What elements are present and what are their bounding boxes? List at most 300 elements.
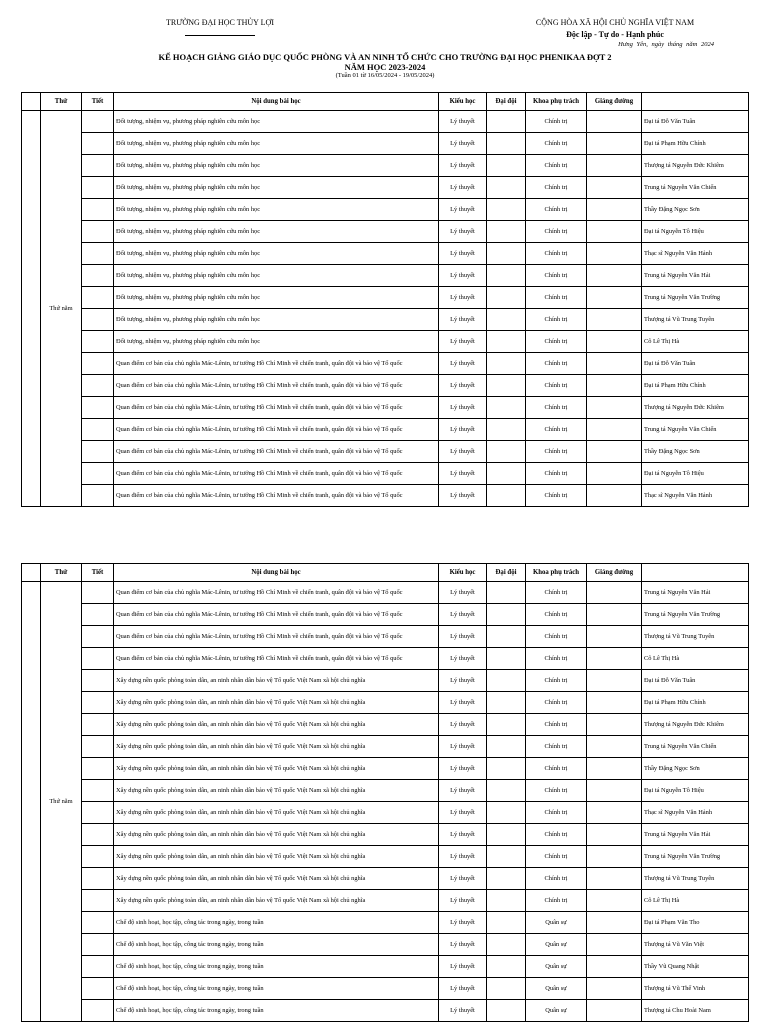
department-cell: Chính trị — [526, 111, 587, 133]
company-cell — [487, 155, 526, 177]
company-cell — [487, 419, 526, 441]
lecture-hall-cell — [587, 485, 642, 507]
table-header-row — [22, 93, 749, 111]
lesson-type-cell: Lý thuyết — [439, 133, 487, 155]
lecture-hall-cell — [587, 331, 642, 353]
lesson-content-cell: Xây dựng nền quốc phòng toàn dân, an ninh nhân dân bảo vệ Tổ quốc Việt Nam xã hội chủ nghĩa — [114, 758, 439, 780]
table-row — [22, 582, 749, 604]
column-header: Kiểu học — [439, 564, 487, 582]
department-cell: Chính trị — [526, 331, 587, 353]
instructor-cell: Trung tá Nguyễn Văn Hải — [642, 582, 749, 604]
instructor-cell: Đại tá Đỗ Văn Tuân — [642, 670, 749, 692]
department-cell: Chính trị — [526, 199, 587, 221]
table-row — [22, 890, 749, 912]
instructor-cell: Trung tá Nguyễn Văn Chiến — [642, 419, 749, 441]
period-cell — [82, 934, 114, 956]
lecture-hall-cell — [587, 956, 642, 978]
instructor-cell: Đại tá Phạm Hữu Chính — [642, 375, 749, 397]
table-row — [22, 868, 749, 890]
instructor-cell: Thượng tá Chu Hoài Nam — [642, 1000, 749, 1022]
table-row — [22, 177, 749, 199]
company-cell — [487, 912, 526, 934]
lecture-hall-cell — [587, 111, 642, 133]
table-row — [22, 243, 749, 265]
column-header: Thứ — [41, 93, 82, 111]
lecture-hall-cell — [587, 463, 642, 485]
table-row — [22, 824, 749, 846]
instructor-cell: Trung tá Nguyễn Văn Trường — [642, 287, 749, 309]
instructor-cell: Trung tá Nguyễn Văn Hải — [642, 824, 749, 846]
lecture-hall-cell — [587, 221, 642, 243]
lecture-hall-cell — [587, 155, 642, 177]
lecture-hall-cell — [587, 353, 642, 375]
instructor-cell: Thượng tá Vũ Trung Tuyên — [642, 868, 749, 890]
period-cell — [82, 648, 114, 670]
period-cell — [82, 287, 114, 309]
lecture-hall-cell — [587, 133, 642, 155]
lesson-content-cell: Quan điểm cơ bản của chủ nghĩa Mác-Lênin, tư tưởng Hồ Chí Minh về chiến tranh, quân đội và bảo vệ Tổ quốc — [114, 353, 439, 375]
period-cell — [82, 243, 114, 265]
period-cell — [82, 868, 114, 890]
lecture-hall-cell — [587, 309, 642, 331]
table-row — [22, 221, 749, 243]
table-row — [22, 265, 749, 287]
department-cell: Chính trị — [526, 692, 587, 714]
motto: Độc lập - Tự do - Hạnh phúc — [566, 30, 664, 39]
instructor-cell: Thạc sĩ Nguyễn Văn Hảnh — [642, 802, 749, 824]
company-cell — [487, 890, 526, 912]
table-row — [22, 133, 749, 155]
department-cell: Chính trị — [526, 648, 587, 670]
column-header: Kiểu học — [439, 93, 487, 111]
table-row — [22, 485, 749, 507]
lesson-content-cell: Xây dựng nền quốc phòng toàn dân, an ninh nhân dân bảo vệ Tổ quốc Việt Nam xã hội chủ nghĩa — [114, 714, 439, 736]
lesson-type-cell: Lý thuyết — [439, 692, 487, 714]
lecture-hall-cell — [587, 978, 642, 1000]
department-cell: Chính trị — [526, 287, 587, 309]
column-header: Tiết — [82, 564, 114, 582]
instructor-cell: Cô Lê Thị Hà — [642, 331, 749, 353]
company-cell — [487, 243, 526, 265]
column-header — [22, 93, 41, 111]
company-cell — [487, 934, 526, 956]
company-cell — [487, 802, 526, 824]
instructor-cell: Đại tá Nguyễn Tô Hiệu — [642, 221, 749, 243]
department-cell: Quân sự — [526, 956, 587, 978]
lecture-hall-cell — [587, 934, 642, 956]
lecture-hall-cell — [587, 604, 642, 626]
company-cell — [487, 714, 526, 736]
instructor-cell: Thượng tá Vũ Trung Tuyên — [642, 309, 749, 331]
table-row — [22, 626, 749, 648]
lecture-hall-cell — [587, 375, 642, 397]
period-cell — [82, 890, 114, 912]
lesson-content-cell: Xây dựng nền quốc phòng toàn dân, an ninh nhân dân bảo vệ Tổ quốc Việt Nam xã hội chủ nghĩa — [114, 868, 439, 890]
column-header — [22, 564, 41, 582]
period-cell — [82, 1000, 114, 1022]
period-cell — [82, 912, 114, 934]
period-cell — [82, 485, 114, 507]
lecture-hall-cell — [587, 736, 642, 758]
department-cell: Chính trị — [526, 868, 587, 890]
lesson-content-cell: Quan điểm cơ bản của chủ nghĩa Mác-Lênin, tư tưởng Hồ Chí Minh về chiến tranh, quân đội và bảo vệ Tổ quốc — [114, 648, 439, 670]
period-cell — [82, 331, 114, 353]
period-cell — [82, 111, 114, 133]
department-cell: Chính trị — [526, 736, 587, 758]
column-header: Đại đội — [487, 564, 526, 582]
company-cell — [487, 868, 526, 890]
instructor-cell: Trung tá Nguyễn Văn Trường — [642, 846, 749, 868]
day-cell: Thứ năm — [41, 111, 82, 507]
instructor-cell: Thầy Đặng Ngọc Sơn — [642, 758, 749, 780]
lesson-type-cell: Lý thuyết — [439, 604, 487, 626]
table-row — [22, 934, 749, 956]
department-cell: Quân sự — [526, 912, 587, 934]
lesson-content-cell: Chế độ sinh hoạt, học tập, công tác trong ngày, trong tuần — [114, 934, 439, 956]
company-cell — [487, 758, 526, 780]
header-underline — [185, 35, 255, 36]
lesson-type-cell: Lý thuyết — [439, 111, 487, 133]
lesson-type-cell: Lý thuyết — [439, 1000, 487, 1022]
instructor-cell: Trung tá Nguyễn Văn Chiến — [642, 177, 749, 199]
department-cell: Chính trị — [526, 221, 587, 243]
lesson-type-cell: Lý thuyết — [439, 199, 487, 221]
lesson-type-cell: Lý thuyết — [439, 846, 487, 868]
lesson-content-cell: Xây dựng nền quốc phòng toàn dân, an ninh nhân dân bảo vệ Tổ quốc Việt Nam xã hội chủ nghĩa — [114, 802, 439, 824]
column-header — [642, 93, 749, 111]
period-cell — [82, 978, 114, 1000]
lesson-type-cell: Lý thuyết — [439, 287, 487, 309]
table-row — [22, 670, 749, 692]
period-cell — [82, 956, 114, 978]
instructor-cell: Đại tá Phạm Hữu Chính — [642, 133, 749, 155]
lesson-content-cell: Xây dựng nền quốc phòng toàn dân, an ninh nhân dân bảo vệ Tổ quốc Việt Nam xã hội chủ nghĩa — [114, 670, 439, 692]
lecture-hall-cell — [587, 397, 642, 419]
column-header: Tiết — [82, 93, 114, 111]
lecture-hall-cell — [587, 780, 642, 802]
table-row — [22, 463, 749, 485]
company-cell — [487, 485, 526, 507]
period-cell — [82, 780, 114, 802]
period-cell — [82, 604, 114, 626]
lesson-type-cell: Lý thuyết — [439, 956, 487, 978]
table-row — [22, 846, 749, 868]
company-cell — [487, 441, 526, 463]
company-cell — [487, 692, 526, 714]
company-cell — [487, 177, 526, 199]
lecture-hall-cell — [587, 441, 642, 463]
table-row — [22, 397, 749, 419]
table-row — [22, 375, 749, 397]
lecture-hall-cell — [587, 582, 642, 604]
department-cell: Chính trị — [526, 243, 587, 265]
period-cell — [82, 758, 114, 780]
department-cell: Quân sự — [526, 934, 587, 956]
table-row — [22, 1000, 749, 1022]
table-row — [22, 287, 749, 309]
instructor-cell: Thượng tá Vũ Trung Tuyên — [642, 626, 749, 648]
lesson-content-cell: Quan điểm cơ bản của chủ nghĩa Mác-Lênin, tư tưởng Hồ Chí Minh về chiến tranh, quân đội và bảo vệ Tổ quốc — [114, 485, 439, 507]
department-cell: Chính trị — [526, 604, 587, 626]
lesson-type-cell: Lý thuyết — [439, 802, 487, 824]
lesson-content-cell: Quan điểm cơ bản của chủ nghĩa Mác-Lênin, tư tưởng Hồ Chí Minh về chiến tranh, quân đội và bảo vệ Tổ quốc — [114, 463, 439, 485]
lesson-content-cell: Xây dựng nền quốc phòng toàn dân, an ninh nhân dân bảo vệ Tổ quốc Việt Nam xã hội chủ nghĩa — [114, 736, 439, 758]
period-cell — [82, 802, 114, 824]
lesson-content-cell: Quan điểm cơ bản của chủ nghĩa Mác-Lênin, tư tưởng Hồ Chí Minh về chiến tranh, quân đội và bảo vệ Tổ quốc — [114, 582, 439, 604]
table-row — [22, 604, 749, 626]
lesson-type-cell: Lý thuyết — [439, 243, 487, 265]
company-cell — [487, 111, 526, 133]
lesson-content-cell: Chế độ sinh hoạt, học tập, công tác trong ngày, trong tuần — [114, 978, 439, 1000]
lesson-type-cell: Lý thuyết — [439, 177, 487, 199]
title-line-2: NĂM HỌC 2023-2024 — [344, 62, 426, 72]
company-cell — [487, 626, 526, 648]
table-row — [22, 978, 749, 1000]
table-row — [22, 692, 749, 714]
period-cell — [82, 155, 114, 177]
lesson-type-cell: Lý thuyết — [439, 353, 487, 375]
lesson-content-cell: Đối tượng, nhiệm vụ, phương pháp nghiên cứu môn học — [114, 199, 439, 221]
department-cell: Quân sự — [526, 978, 587, 1000]
instructor-cell: Đại tá Phạm Văn Tho — [642, 912, 749, 934]
company-cell — [487, 331, 526, 353]
lesson-content-cell: Đối tượng, nhiệm vụ, phương pháp nghiên cứu môn học — [114, 177, 439, 199]
column-header: Đại đội — [487, 93, 526, 111]
department-cell: Chính trị — [526, 485, 587, 507]
lesson-type-cell: Lý thuyết — [439, 978, 487, 1000]
period-cell — [82, 463, 114, 485]
table-row — [22, 155, 749, 177]
instructor-cell: Thượng tá Vũ Văn Việt — [642, 934, 749, 956]
lecture-hall-cell — [587, 714, 642, 736]
index-cell — [22, 582, 41, 1022]
period-cell — [82, 309, 114, 331]
instructor-cell: Thượng tá Nguyễn Đức Khiêm — [642, 155, 749, 177]
company-cell — [487, 824, 526, 846]
period-cell — [82, 846, 114, 868]
lesson-content-cell: Đối tượng, nhiệm vụ, phương pháp nghiên cứu môn học — [114, 287, 439, 309]
period-cell — [82, 670, 114, 692]
lesson-content-cell: Đối tượng, nhiệm vụ, phương pháp nghiên cứu môn học — [114, 331, 439, 353]
instructor-cell: Đại tá Nguyễn Tô Hiệu — [642, 780, 749, 802]
lesson-content-cell: Xây dựng nền quốc phòng toàn dân, an ninh nhân dân bảo vệ Tổ quốc Việt Nam xã hội chủ nghĩa — [114, 846, 439, 868]
table-row — [22, 780, 749, 802]
company-cell — [487, 736, 526, 758]
lesson-content-cell: Xây dựng nền quốc phòng toàn dân, an ninh nhân dân bảo vệ Tổ quốc Việt Nam xã hội chủ nghĩa — [114, 890, 439, 912]
table-row — [22, 111, 749, 133]
lesson-content-cell: Đối tượng, nhiệm vụ, phương pháp nghiên cứu môn học — [114, 155, 439, 177]
department-cell: Chính trị — [526, 265, 587, 287]
lesson-content-cell: Chế độ sinh hoạt, học tập, công tác trong ngày, trong tuần — [114, 956, 439, 978]
lesson-content-cell: Quan điểm cơ bản của chủ nghĩa Mác-Lênin, tư tưởng Hồ Chí Minh về chiến tranh, quân đội và bảo vệ Tổ quốc — [114, 419, 439, 441]
period-cell — [82, 419, 114, 441]
column-header: Khoa phụ trách — [526, 564, 587, 582]
instructor-cell: Đại tá Đỗ Văn Tuân — [642, 111, 749, 133]
instructor-cell: Đại tá Phạm Hữu Chính — [642, 692, 749, 714]
period-cell — [82, 177, 114, 199]
instructor-cell: Thượng tá Vũ Thế Vinh — [642, 978, 749, 1000]
date-line: Hưng Yên, ngày tháng năm 2024 — [618, 41, 714, 48]
table-row — [22, 648, 749, 670]
column-header: Giảng đường — [587, 564, 642, 582]
nation-header — [470, 18, 760, 48]
department-cell: Chính trị — [526, 670, 587, 692]
instructor-cell: Thượng tá Nguyễn Đức Khiêm — [642, 714, 749, 736]
lecture-hall-cell — [587, 265, 642, 287]
company-cell — [487, 309, 526, 331]
company-cell — [487, 956, 526, 978]
lesson-type-cell: Lý thuyết — [439, 868, 487, 890]
company-cell — [487, 463, 526, 485]
lesson-content-cell: Quan điểm cơ bản của chủ nghĩa Mác-Lênin, tư tưởng Hồ Chí Minh về chiến tranh, quân đội và bảo vệ Tổ quốc — [114, 397, 439, 419]
lesson-content-cell: Đối tượng, nhiệm vụ, phương pháp nghiên cứu môn học — [114, 111, 439, 133]
lecture-hall-cell — [587, 419, 642, 441]
school-header — [150, 18, 290, 36]
lesson-type-cell: Lý thuyết — [439, 265, 487, 287]
instructor-cell: Trung tá Nguyễn Văn Chiến — [642, 736, 749, 758]
lesson-content-cell: Đối tượng, nhiệm vụ, phương pháp nghiên cứu môn học — [114, 265, 439, 287]
column-header: Nội dung bài học — [114, 93, 439, 111]
lecture-hall-cell — [587, 824, 642, 846]
instructor-cell: Trung tá Nguyễn Văn Hải — [642, 265, 749, 287]
company-cell — [487, 780, 526, 802]
company-cell — [487, 375, 526, 397]
lesson-type-cell: Lý thuyết — [439, 714, 487, 736]
department-cell: Chính trị — [526, 441, 587, 463]
department-cell: Chính trị — [526, 353, 587, 375]
period-cell — [82, 265, 114, 287]
lesson-content-cell: Xây dựng nền quốc phòng toàn dân, an ninh nhân dân bảo vệ Tổ quốc Việt Nam xã hội chủ nghĩa — [114, 692, 439, 714]
nation-name: CỘNG HÒA XÃ HỘI CHỦ NGHĨA VIỆT NAM — [535, 18, 695, 27]
index-cell — [22, 111, 41, 507]
company-cell — [487, 1000, 526, 1022]
lesson-type-cell: Lý thuyết — [439, 736, 487, 758]
lecture-hall-cell — [587, 199, 642, 221]
lesson-content-cell: Đối tượng, nhiệm vụ, phương pháp nghiên cứu môn học — [114, 243, 439, 265]
lesson-type-cell: Lý thuyết — [439, 626, 487, 648]
column-header: Nội dung bài học — [114, 564, 439, 582]
lesson-type-cell: Lý thuyết — [439, 441, 487, 463]
lesson-content-cell: Quan điểm cơ bản của chủ nghĩa Mác-Lênin, tư tưởng Hồ Chí Minh về chiến tranh, quân đội và bảo vệ Tổ quốc — [114, 375, 439, 397]
table-row — [22, 419, 749, 441]
department-cell: Chính trị — [526, 758, 587, 780]
column-header — [642, 564, 749, 582]
period-cell — [82, 714, 114, 736]
company-cell — [487, 604, 526, 626]
table-row — [22, 441, 749, 463]
instructor-cell: Đại tá Nguyễn Tô Hiệu — [642, 463, 749, 485]
department-cell: Chính trị — [526, 824, 587, 846]
school-name: TRƯỜNG ĐẠI HỌC THỦY LỢI — [166, 18, 274, 27]
instructor-cell: Thầy Đặng Ngọc Sơn — [642, 199, 749, 221]
lecture-hall-cell — [587, 1000, 642, 1022]
department-cell: Chính trị — [526, 890, 587, 912]
department-cell: Chính trị — [526, 582, 587, 604]
table-row — [22, 353, 749, 375]
lesson-type-cell: Lý thuyết — [439, 582, 487, 604]
lecture-hall-cell — [587, 287, 642, 309]
department-cell: Chính trị — [526, 177, 587, 199]
lesson-type-cell: Lý thuyết — [439, 890, 487, 912]
department-cell: Chính trị — [526, 397, 587, 419]
lesson-type-cell: Lý thuyết — [439, 221, 487, 243]
lecture-hall-cell — [587, 890, 642, 912]
lecture-hall-cell — [587, 648, 642, 670]
lesson-type-cell: Lý thuyết — [439, 397, 487, 419]
lecture-hall-cell — [587, 802, 642, 824]
lesson-type-cell: Lý thuyết — [439, 912, 487, 934]
lesson-type-cell: Lý thuyết — [439, 648, 487, 670]
lesson-type-cell: Lý thuyết — [439, 155, 487, 177]
period-cell — [82, 736, 114, 758]
title-line-1: KẾ HOẠCH GIẢNG GIÁO DỤC QUỐC PHÒNG VÀ AN NINH TỔ CHỨC CHO TRƯỜNG ĐẠI HỌC PHENIKAA ĐỢT 2 — [158, 52, 612, 62]
schedule-table-2 — [21, 563, 749, 1022]
department-cell: Chính trị — [526, 626, 587, 648]
instructor-cell: Thầy Đặng Ngọc Sơn — [642, 441, 749, 463]
lesson-type-cell: Lý thuyết — [439, 670, 487, 692]
lesson-content-cell: Đối tượng, nhiệm vụ, phương pháp nghiên cứu môn học — [114, 133, 439, 155]
company-cell — [487, 582, 526, 604]
instructor-cell: Thạc sĩ Nguyễn Văn Hảnh — [642, 485, 749, 507]
table-row — [22, 802, 749, 824]
period-cell — [82, 441, 114, 463]
lecture-hall-cell — [587, 692, 642, 714]
lecture-hall-cell — [587, 846, 642, 868]
department-cell: Chính trị — [526, 463, 587, 485]
company-cell — [487, 221, 526, 243]
column-header: Giảng đường — [587, 93, 642, 111]
table-row — [22, 736, 749, 758]
lesson-type-cell: Lý thuyết — [439, 758, 487, 780]
table-row — [22, 714, 749, 736]
lesson-content-cell: Đối tượng, nhiệm vụ, phương pháp nghiên cứu môn học — [114, 221, 439, 243]
lesson-type-cell: Lý thuyết — [439, 331, 487, 353]
instructor-cell: Đại tá Đỗ Văn Tuân — [642, 353, 749, 375]
company-cell — [487, 978, 526, 1000]
instructor-cell: Thượng tá Nguyễn Đức Khiêm — [642, 397, 749, 419]
period-cell — [82, 375, 114, 397]
lesson-type-cell: Lý thuyết — [439, 780, 487, 802]
company-cell — [487, 199, 526, 221]
lesson-type-cell: Lý thuyết — [439, 375, 487, 397]
department-cell: Chính trị — [526, 419, 587, 441]
table-row — [22, 309, 749, 331]
period-cell — [82, 221, 114, 243]
period-cell — [82, 397, 114, 419]
lesson-type-cell: Lý thuyết — [439, 309, 487, 331]
table-row — [22, 912, 749, 934]
lecture-hall-cell — [587, 912, 642, 934]
lesson-content-cell: Chế độ sinh hoạt, học tập, công tác trong ngày, trong tuần — [114, 912, 439, 934]
lesson-content-cell: Quan điểm cơ bản của chủ nghĩa Mác-Lênin, tư tưởng Hồ Chí Minh về chiến tranh, quân đội và bảo vệ Tổ quốc — [114, 604, 439, 626]
department-cell: Chính trị — [526, 133, 587, 155]
lecture-hall-cell — [587, 626, 642, 648]
company-cell — [487, 670, 526, 692]
company-cell — [487, 846, 526, 868]
lesson-type-cell: Lý thuyết — [439, 485, 487, 507]
lecture-hall-cell — [587, 758, 642, 780]
lesson-type-cell: Lý thuyết — [439, 463, 487, 485]
department-cell: Chính trị — [526, 155, 587, 177]
department-cell: Chính trị — [526, 780, 587, 802]
period-cell — [82, 692, 114, 714]
instructor-cell: Thạc sĩ Nguyễn Văn Hảnh — [642, 243, 749, 265]
column-header: Khoa phụ trách — [526, 93, 587, 111]
department-cell: Chính trị — [526, 309, 587, 331]
column-header: Thứ — [41, 564, 82, 582]
lecture-hall-cell — [587, 670, 642, 692]
department-cell: Chính trị — [526, 802, 587, 824]
